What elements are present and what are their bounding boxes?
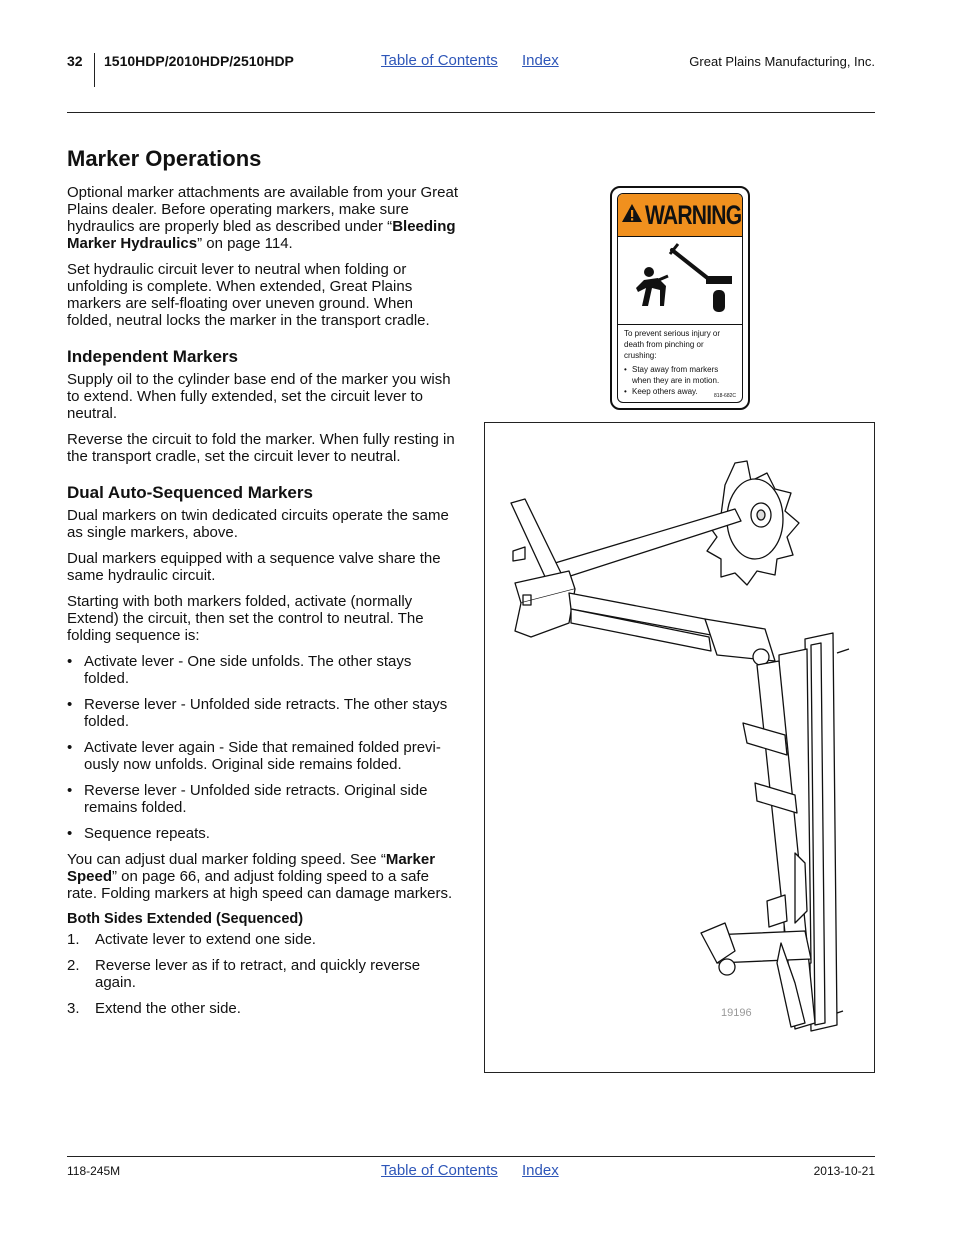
header-toc-link[interactable]: Table of Contents [381, 52, 498, 69]
independent-heading: Independent Markers [67, 347, 238, 366]
list-item: • Activate lever - One side unfolds. The other stays folded. [67, 653, 412, 687]
bleeding-reference: Bleeding Marker Hydraulics [67, 218, 456, 252]
warning-text: To prevent serious injury or death from pinching or crushing: • Stay away from markers when they are in motion. • Keep others away. [624, 328, 738, 397]
header-divider [94, 53, 95, 87]
header-index-link[interactable]: Index [522, 52, 559, 69]
independent-paragraph-1: Supply oil to the cylinder base end of the marker you wish to extend. When fully extended, set the circuit lever to neutral. [67, 371, 451, 422]
both-sides-heading: Both Sides Extended (Sequenced) [67, 911, 304, 927]
warning-triangle-icon [621, 203, 643, 223]
dual-heading: Dual Auto-Sequenced Markers [67, 483, 313, 502]
document-number: 118-245M [67, 1164, 121, 1178]
dual-paragraph-1: Dual markers on twin dedicated circuits operate the same as single markers, above. [67, 507, 449, 541]
list-item: • Reverse lever - Unfolded side retracts. The other stays folded. [67, 696, 448, 730]
header-rule [67, 112, 875, 113]
marker-illustration [485, 423, 874, 1072]
footer-index-link[interactable]: Index [522, 1162, 559, 1179]
intro-paragraph-2: Set hydraulic circuit lever to neutral when folding or unfolding is complete. When extended, Great Plains markers are self-floating over uneven ground. When folded, neutral locks the marker in the transport cradle. [67, 261, 430, 329]
intro-paragraph-1: Optional marker attachments are available from your Great Plains dealer. Before operating markers, make sure hydraulics are properly bled as described under “Bleeding Marker Hydraulics” on page 114. [67, 184, 459, 252]
section-title: Marker Operations [67, 146, 262, 171]
steps-list [67, 931, 459, 1017]
warning-decal [610, 186, 750, 410]
figure-number: 19196 [721, 1007, 752, 1019]
step-item: 2. Reverse lever as if to retract, and quickly reverse again. [67, 957, 421, 991]
step-item: 1. Activate lever to extend one side. [67, 931, 316, 948]
main-column [67, 146, 459, 1026]
dual-paragraph-2: Dual markers equipped with a sequence valve share the same hydraulic circuit. [67, 550, 441, 584]
dual-paragraph-3: Starting with both markers folded, activate (normally Extend) the circuit, then set the control to neutral. The folding sequence is: [67, 593, 424, 644]
marker-figure [484, 422, 875, 1073]
warning-band [618, 194, 742, 237]
sequence-list [67, 653, 459, 842]
warning-item: • Keep others away. [624, 387, 698, 396]
company-name: Great Plains Manufacturing, Inc. [689, 54, 875, 69]
decal-part-number: 818-682C [714, 393, 736, 399]
list-item: • Reverse lever - Unfolded side retracts. Original side remains folded. [67, 782, 428, 816]
footer-rule [67, 1156, 875, 1157]
model-title: 1510HDP/2010HDP/2510HDP [104, 53, 294, 69]
list-item: • Activate lever again - Side that remained folded previ-ously now unfolds. Original side remains folded. [67, 739, 441, 773]
list-item: • Sequence repeats. [67, 825, 210, 842]
step-item: 3. Extend the other side. [67, 1000, 241, 1017]
marker-speed-reference: Marker Speed [67, 851, 436, 885]
independent-paragraph-2: Reverse the circuit to fold the marker. When fully resting in the transport cradle, set the circuit lever to neutral. [67, 431, 455, 465]
footer-toc-link[interactable]: Table of Contents [381, 1162, 498, 1179]
document-date: 2013-10-21 [813, 1164, 875, 1178]
page-number: 32 [67, 53, 83, 69]
pinch-hazard-pictogram [618, 236, 742, 325]
warning-word: WARNING [645, 200, 742, 230]
warning-item: • Stay away from markers when they are in motion. [624, 365, 720, 385]
dual-paragraph-4: You can adjust dual marker folding speed. See “Marker Speed” on page 66, and adjust folding speed to a safe rate. Folding markers at high speed can damage markers. [67, 851, 453, 902]
